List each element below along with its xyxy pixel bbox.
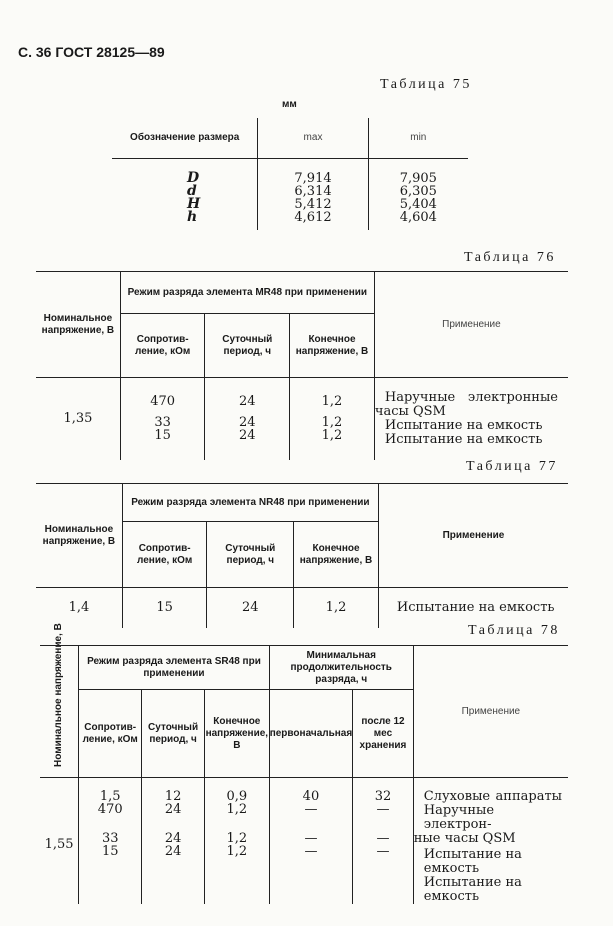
application-text: Испытание на емкость: [378, 588, 568, 628]
final-voltage-value: 0,9: [226, 789, 248, 804]
col-header-max: max: [258, 118, 368, 158]
resistance-values: [120, 378, 205, 460]
period-value: 24: [164, 802, 182, 817]
period-value: 24: [164, 844, 182, 859]
period-value: 24: [207, 588, 294, 628]
resistance-value: 15: [122, 588, 207, 628]
col-header-nominal-voltage: Номинальное напряжение, В: [36, 484, 122, 588]
initial-duration-value: —: [304, 831, 318, 846]
max-values: [258, 158, 368, 230]
final-voltage-value: 1,2: [226, 831, 248, 846]
final-voltage-value: 1,2: [321, 415, 343, 431]
size-letter: d: [187, 183, 197, 200]
initial-duration-value: —: [304, 844, 318, 859]
col-header-final-voltage: Конечное напряжение, В: [294, 522, 379, 588]
table-75: [112, 118, 468, 230]
period-values: [142, 778, 205, 905]
min-value: 4,604: [399, 210, 437, 226]
period-value: 12: [164, 789, 182, 804]
application-text: Испытание на емкость: [384, 417, 543, 433]
col-header-final-voltage: Конечное напряжение, В: [290, 314, 375, 378]
period-value: 24: [239, 415, 256, 431]
col-header-min: min: [368, 118, 468, 158]
min-value: 7,905: [399, 171, 437, 187]
table-75-caption: Таблица 75: [380, 77, 472, 92]
period-value: 24: [239, 394, 256, 410]
application-text: ные часы QSM: [413, 831, 516, 846]
application-values: [374, 378, 568, 460]
col-header-application: Применение: [413, 646, 568, 778]
max-value: 5,412: [294, 197, 332, 213]
col-header-after-storage: после 12 мес хранения: [353, 690, 414, 778]
max-value: 6,314: [294, 184, 332, 200]
resistance-values: [79, 778, 142, 905]
col-header-initial: первоначальная: [269, 690, 353, 778]
initial-duration-value: —: [304, 802, 318, 817]
final-voltage-value: 1,2: [321, 428, 343, 444]
after-storage-value: —: [376, 831, 390, 846]
application-text: часы QSM: [374, 403, 446, 419]
max-value: 7,914: [294, 171, 332, 187]
size-letter: D: [187, 170, 200, 187]
resistance-value: 33: [101, 831, 119, 846]
after-storage-value: —: [376, 844, 390, 859]
size-letters: [112, 158, 258, 230]
col-header-resistance: Сопротив-ление, кОм: [122, 522, 207, 588]
col-header-min-duration: Минимальная продолжительность разряда, ч: [269, 646, 413, 690]
col-header-designation: Обозначение размера: [112, 118, 258, 158]
application-text: Слуховые аппараты: [423, 789, 562, 804]
application-text: Испытание на емкость: [423, 847, 522, 876]
col-header-application: Применение: [374, 272, 568, 378]
table-76-caption: Таблица 76: [464, 250, 556, 265]
final-voltage-value: 1,2: [226, 802, 248, 817]
table-77-caption: Таблица 77: [466, 459, 558, 474]
resistance-value: 15: [101, 844, 119, 859]
final-voltage-value: 1,2: [226, 844, 248, 859]
after-storage-values: [353, 778, 414, 905]
resistance-value: 33: [154, 415, 171, 431]
min-value: 5,404: [399, 197, 437, 213]
after-storage-value: —: [376, 802, 390, 817]
application-values: [413, 778, 568, 905]
period-values: [205, 378, 290, 460]
col-header-period: Суточный период, ч: [207, 522, 294, 588]
application-text: Испытание на емкость: [384, 431, 543, 447]
final-voltage-value: 1,2: [294, 588, 379, 628]
table-78-caption: Таблица 78: [468, 623, 560, 638]
col-header-discharge-mode: Режим разряда элемента NR48 при применении: [122, 484, 378, 522]
col-header-discharge-mode: Режим разряда элемента SR48 при применении: [79, 646, 270, 690]
resistance-value: 15: [154, 428, 171, 444]
nominal-voltage: 1,4: [68, 600, 90, 616]
nominal-voltage: 1,35: [63, 411, 93, 427]
col-header-resistance: Сопротив-ление, кОм: [120, 314, 205, 378]
col-header-application: Применение: [378, 484, 568, 588]
final-voltage-values: [204, 778, 269, 905]
table-76: [36, 271, 568, 460]
size-letter: h: [187, 209, 198, 226]
final-voltage-value: 1,2: [321, 394, 343, 410]
final-voltage-values: [290, 378, 375, 460]
resistance-value: 470: [150, 394, 176, 410]
size-letter: H: [187, 196, 201, 213]
col-header-final-voltage: Конечное напряжение, В: [204, 690, 269, 778]
after-storage-value: 32: [374, 789, 392, 804]
nominal-voltage-header-text: Номинальное напряжение, В: [53, 622, 65, 767]
application-text: Испытание на емкость: [423, 875, 522, 904]
col-header-period: Суточный период, ч: [142, 690, 205, 778]
min-values: [368, 158, 468, 230]
min-value: 6,305: [399, 184, 437, 200]
col-header-nominal-voltage: [40, 622, 79, 778]
table-77: [36, 483, 568, 628]
table-75-unit: мм: [282, 99, 297, 110]
application-text: Наручные электрон-: [423, 803, 495, 832]
col-header-discharge-mode: Режим разряда элемента MR48 при применении: [120, 272, 374, 314]
initial-duration-value: 40: [302, 789, 320, 804]
col-header-period: Суточный период, ч: [205, 314, 290, 378]
period-value: 24: [239, 428, 256, 444]
page-header: С. 36 ГОСТ 28125—89: [18, 44, 165, 60]
period-value: 24: [164, 831, 182, 846]
nominal-voltage: 1,55: [44, 836, 74, 852]
resistance-value: 470: [97, 802, 123, 817]
resistance-value: 1,5: [99, 789, 121, 804]
initial-duration-values: [269, 778, 353, 905]
col-header-resistance: Сопротив-ление, кОм: [79, 690, 142, 778]
col-header-nominal-voltage: Номинальное напряжение, В: [36, 272, 120, 378]
max-value: 4,612: [294, 210, 332, 226]
application-text: Наручные электронные: [384, 389, 558, 405]
